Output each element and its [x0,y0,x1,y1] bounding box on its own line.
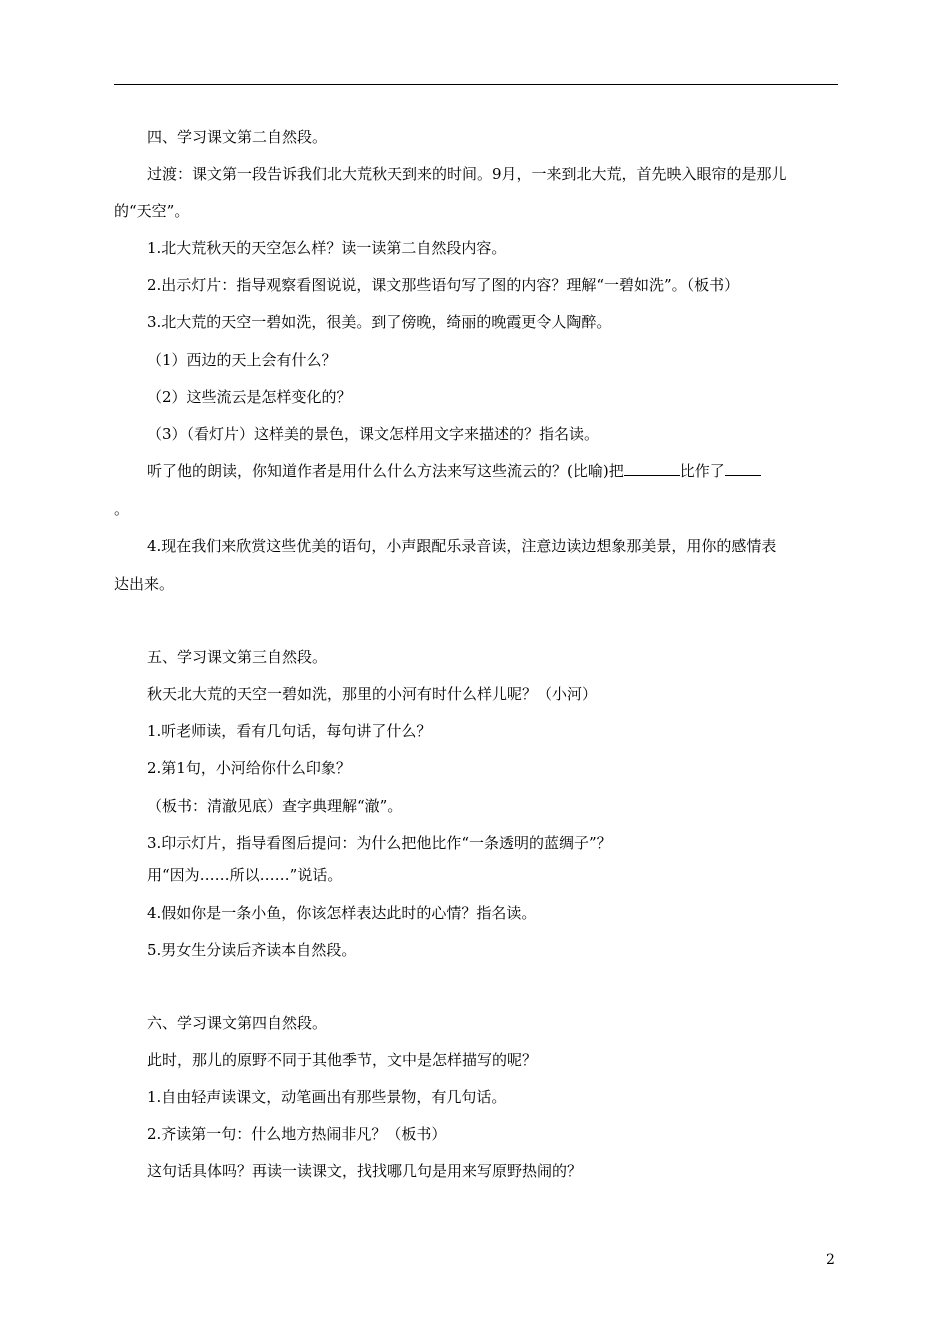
listen-mid-text: 比作了 [679,462,725,480]
section-4-transition: 过渡：课文第一段告诉我们北大荒秋天到来的时间。9月，一来到北大荒，首先映入眼帘的是那儿 [147,165,787,183]
section-6-item-1: 1.自由轻声读课文，动笔画出有那些景物，有几句话。 [147,1088,507,1106]
section-5-item-3-cont: 用“因为……所以……”说话。 [147,866,343,884]
section-5-item-2: 2.第1句，小河给你什么印象？ [147,759,351,777]
section-5-item-3: 3.印示灯片，指导看图后提问：为什么把他比作“一条透明的蓝绸子”？ [147,834,612,852]
section-5-board: （板书：清澈见底）查字典理解“澈”。 [147,797,403,815]
blank-2 [725,461,761,476]
section-4-question-1: （1）西边的天上会有什么？ [147,351,337,369]
page-number: 2 [826,1252,835,1268]
section-6-heading: 六、学习课文第四自然段。 [147,1014,328,1032]
section-5-item-1: 1.听老师读，看有几句话，每句讲了什么？ [147,722,432,740]
section-6-question: 这句话具体吗？再读一读课文，找找哪几句是用来写原野热闹的？ [147,1162,583,1180]
header-rule [114,84,838,85]
section-4-item-1: 1.北大荒秋天的天空怎么样？读一读第二自然段内容。 [147,239,507,257]
section-4-listen [147,461,761,481]
section-4-listen-end: 。 [114,500,130,518]
section-4-item-2: 2.出示灯片：指导观察看图说说，课文那些语句写了图的内容？理解“一碧如洗”。（板书） [147,276,740,294]
listen-text: 听了他的朗读，你知道作者是用什么什么方法来写这些流云的？(比喻)把 [147,462,624,480]
section-4-heading: 四、学习课文第二自然段。 [147,128,328,146]
section-4-question-3: （3）（看灯片）这样美的景色，课文怎样用文字来描述的？指名读。 [147,425,600,443]
section-4-transition-cont: 的“天空”。 [114,202,190,220]
section-6-item-2: 2.齐读第一句：什么地方热闹非凡？（板书） [147,1125,447,1143]
section-4-item-4: 4.现在我们来欣赏这些优美的语句，小声跟配乐录音读，注意边读边想象那美景，用你的感情表 [147,537,777,555]
section-5-item-5: 5.男女生分读后齐读本自然段。 [147,941,357,959]
section-4-item-4-cont: 达出来。 [114,575,175,593]
section-5-item-4: 4.假如你是一条小鱼，你该怎样表达此时的心情？指名读。 [147,904,537,922]
blank-1 [624,461,680,476]
section-6-intro: 此时，那儿的原野不同于其他季节，文中是怎样描写的呢？ [147,1051,538,1069]
section-5-intro: 秋天北大荒的天空一碧如洗，那里的小河有时什么样儿呢？（小河） [147,685,598,703]
section-5-heading: 五、学习课文第三自然段。 [147,648,328,666]
section-4-item-3: 3.北大荒的天空一碧如洗，很美。到了傍晚，绮丽的晚霞更令人陶醉。 [147,313,612,331]
section-4-question-2: （2）这些流云是怎样变化的？ [147,388,352,406]
